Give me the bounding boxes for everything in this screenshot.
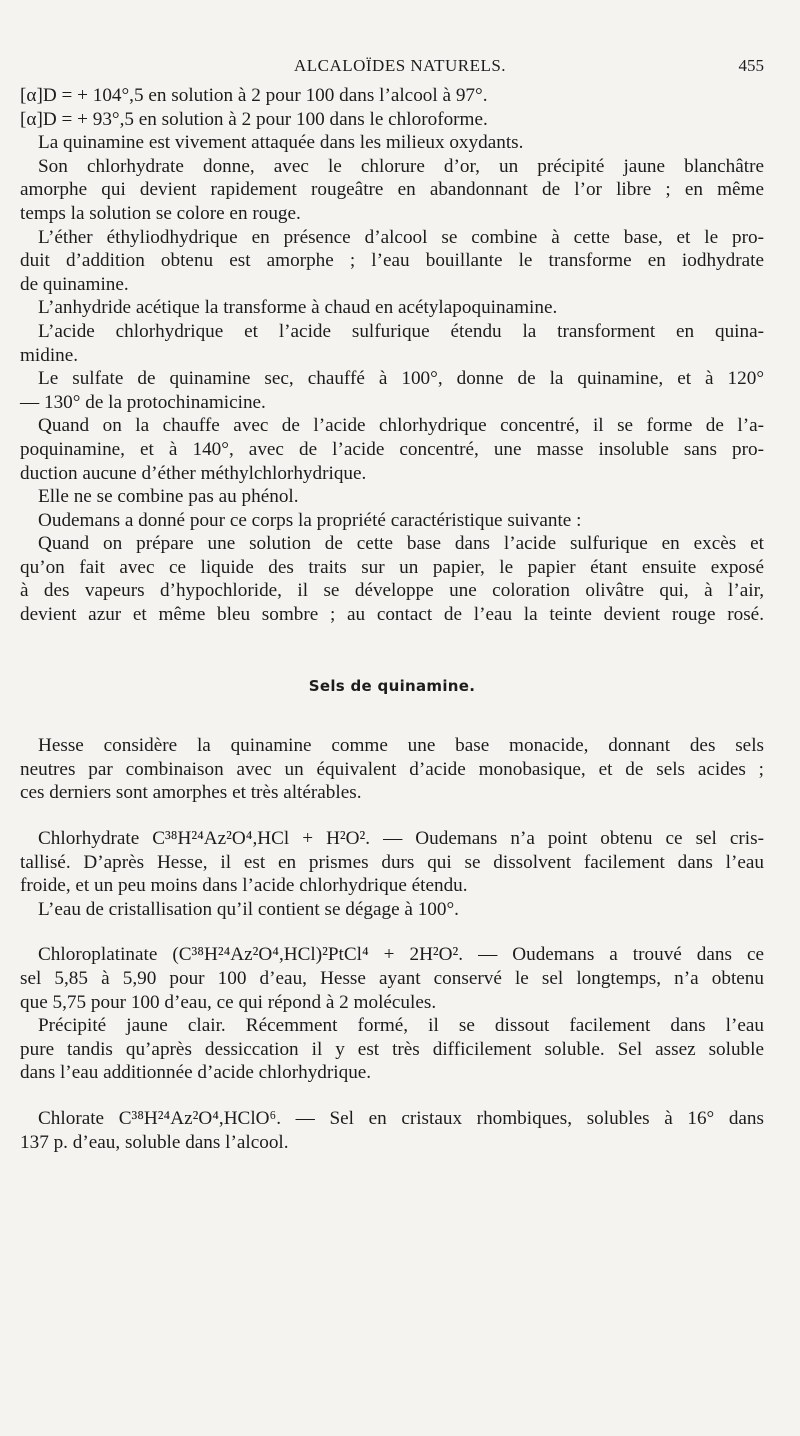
text-line: L’éther éthyliodhydrique en présence d’alcool se combine à cette base, et le pro- [38,226,764,248]
text-line: tallisé. D’après Hesse, il est en prismes durs qui se dissolvent facilement dans l’eau [20,851,764,873]
paragraph-precipitate [20,1014,764,1038]
paragraph-acids [20,320,764,344]
paragraph-chlorate [20,1107,764,1131]
text-line: [α]D = + 104°,5 en solution à 2 pour 100 dans l’alcool à 97°. [20,85,488,106]
paragraph-color-reaction-cont [20,556,764,627]
paragraph-chlorhydrate-cont [20,851,764,898]
paragraph-chloroplatinate [20,943,764,967]
paragraph-precipitate-cont [20,1038,764,1085]
paragraph-sulfate [20,367,764,391]
paragraph-hesse [20,734,764,758]
text-line: Quand on prépare une solution de cette base dans l’acide sulfurique en excès et [38,533,764,555]
paragraph-chloroplatinate-cont [20,967,764,1014]
text-line: Chlorate C³⁸H²⁴Az²O⁴,HClO⁶. — Sel en cristaux rhombiques, solubles à 16° dans [38,1107,764,1129]
paragraph-acids-cont [20,344,764,368]
body-text [20,84,764,1154]
text-line: sel 5,85 à 5,90 pour 100 d’eau, Hesse ayant conservé le sel longtemps, n’a obtenu [20,968,764,989]
page-header [0,56,800,84]
text-line: ces derniers sont amorphes et très altérables. [20,782,362,804]
paragraph-oxidation [20,131,764,155]
text-line: — 130° de la protochinamicine. [20,391,266,413]
paragraph-gold-chloride-cont [20,178,764,225]
paragraph-crystallization-water [20,898,764,922]
text-line: midine. [20,344,79,366]
paragraph-oudemans-property [20,509,764,533]
paragraph-chlorate-cont [20,1131,764,1155]
text-line: La quinamine est vivement attaquée dans les milieux oxydants. [38,132,524,154]
paragraph-ether [20,226,764,250]
text-line: Quand on la chauffe avec de l’acide chlorhydrique concentré, il se forme de l’a- [38,415,764,437]
text-line: Hesse considère la quinamine comme une base monacide, donnant des sels [38,735,764,757]
text-line: 137 p. d’eau, soluble dans l’alcool. [20,1131,289,1153]
text-line: Précipité jaune clair. Récemment formé, il se dissout facilement dans l’eau [38,1015,764,1037]
text-line: duit d’addition obtenu est amorphe ; l’eau bouillante le transforme en iodhydrate [20,250,764,272]
section-heading: Sels de quinamine. [308,676,476,695]
text-line: pure tandis qu’après dessiccation il y est très difficilement soluble. Sel assez soluble [20,1038,764,1060]
text-line: Oudemans a donné pour ce corps la propriété caractéristique suivante : [38,509,582,531]
text-line: duction aucune d’éther méthylchlorhydrique. [20,462,367,484]
text-line: de quinamine. [20,273,129,295]
paragraph-ether-cont [20,249,764,296]
text-line: dans l’eau additionnée d’acide chlorhydrique. [20,1062,372,1084]
paragraph-heating-cont [20,438,764,485]
text-line: temps la solution se colore en rouge. [20,202,301,224]
text-line: poquinamine, et à 140°, avec de l’acide concentré, une masse insoluble sans pro- [20,438,764,460]
text-line: que 5,75 pour 100 d’eau, ce qui répond à 2 molécules. [20,991,437,1013]
text-line: Le sulfate de quinamine sec, chauffé à 100°, donne de la quinamine, et à 120° [38,368,764,390]
text-line: Elle ne se combine pas au phénol. [38,486,299,508]
text-line: Chloroplatinate (C³⁸H²⁴Az²O⁴,HCl)²PtCl⁴ + 2H²O². — Oudemans a trouvé dans ce [38,944,764,966]
text-line: L’anhydride acétique la transforme à chaud en acétylapoquinamine. [38,297,558,319]
paragraph-hesse-cont [20,758,764,805]
text-line: devient azur et même bleu sombre ; au contact de l’eau la teinte devient rouge rosé. [20,604,764,626]
paragraph-chlorhydrate [20,827,764,851]
paragraph-specific-rotation-alcohol [20,84,764,108]
text-line: Son chlorhydrate donne, avec le chlorure d’or, un précipité jaune blanchâtre [38,155,764,177]
page-number: 455 [738,56,764,75]
paragraph-specific-rotation-chloroform [20,108,764,132]
paragraph-heating [20,414,764,438]
paragraph-gold-chloride [20,155,764,179]
running-title: ALCALOÏDES NATURELS. [293,56,507,75]
text-line: à des vapeurs d’hypochloride, il se développe une coloration olivâtre qui, à l’air, [20,580,764,602]
paragraph-color-reaction [20,532,764,556]
paragraph-acetic [20,296,764,320]
text-line: [α]D = + 93°,5 en solution à 2 pour 100 dans le chloroforme. [20,108,488,130]
paragraph-phenol [20,485,764,509]
text-line: froide, et un peu moins dans l’acide chlorhydrique étendu. [20,875,468,897]
text-line: L’acide chlorhydrique et l’acide sulfurique étendu la transforment en quina- [38,320,764,342]
text-line: Chlorhydrate C³⁸H²⁴Az²O⁴,HCl + H²O². — Oudemans n’a point obtenu ce sel cris- [38,828,764,850]
text-line: amorphe qui devient rapidement rougeâtre en abandonnant de l’or libre ; en même [20,179,764,201]
paragraph-sulfate-cont [20,391,764,415]
text-line: neutres par combinaison avec un équivalent d’acide monobasique, et de sels acides ; [20,758,764,780]
text-line: qu’on fait avec ce liquide des traits sur un papier, le papier étant ensuite exposé [20,556,764,578]
text-line: L’eau de cristallisation qu’il contient se dégage à 100°. [38,898,459,920]
